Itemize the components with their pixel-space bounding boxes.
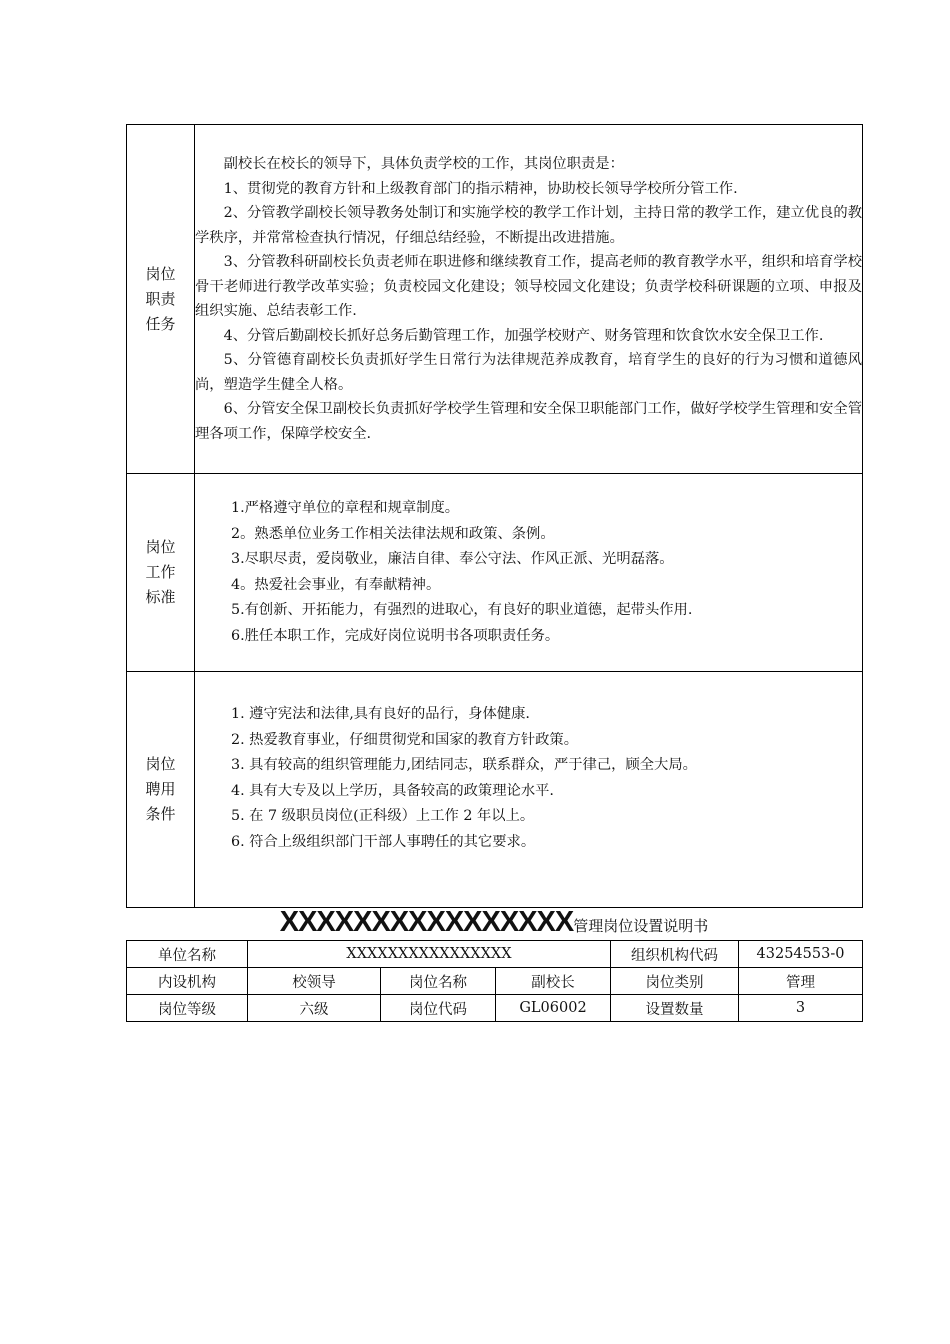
list-item: 5. 在 7 级职员岗位(正科级）上工作 2 年以上。 xyxy=(231,808,535,824)
table-row xyxy=(127,995,863,1022)
unit-name-label: 单位名称 xyxy=(127,941,248,968)
sheet-title xyxy=(126,906,862,940)
list-item: 4。热爱社会事业，有奉献精神。 xyxy=(231,576,441,593)
conditions-row xyxy=(127,672,863,908)
post-name-label: 岗位名称 xyxy=(381,968,496,995)
internal-dept-value: 校领导 xyxy=(248,968,381,995)
org-code-value: 43254553-0 xyxy=(739,941,863,968)
list-item: 1. 遵守宪法和法律,具有良好的品行，身体健康. xyxy=(231,706,530,722)
conditions-list xyxy=(195,702,862,855)
list-item: 3.尽职尽责，爱岗敬业，廉洁自律、奉公守法、作风正派、光明磊落。 xyxy=(231,551,674,567)
table-row xyxy=(127,941,863,968)
responsibility-item: 5、分管德育副校长负责抓好学生日常行为法律规范养成教育，培育学生的良好的行为习惯和道德风尚，塑造学生健全人格。 xyxy=(195,352,862,393)
standards-row xyxy=(127,474,863,672)
post-code-value: GL06002 xyxy=(496,995,611,1022)
responsibilities-content xyxy=(195,125,863,474)
post-info-table xyxy=(126,940,863,1022)
list-item: 5.有创新、开拓能力，有强烈的进取心，有良好的职业道德，起带头作用. xyxy=(231,602,693,618)
standards-list xyxy=(195,496,862,649)
post-level-label: 岗位等级 xyxy=(127,995,248,1022)
table-row xyxy=(127,968,863,995)
list-item: 1.严格遵守单位的章程和规章制度。 xyxy=(231,500,460,516)
quota-label: 设置数量 xyxy=(611,995,739,1022)
responsibilities-row xyxy=(127,125,863,474)
responsibility-item: 2、分管教学副校长领导教务处制订和实施学校的教学工作计划，主持日常的教学工作，建立优良的教学秩序，并常常检查执行情况，仔细总结经验，不断提出改进措施。 xyxy=(195,205,862,246)
list-item: 3. 具有较高的组织管理能力,团结同志，联系群众，严于律己，顾全大局。 xyxy=(231,757,697,773)
standards-label: 岗位 工作 标准 xyxy=(127,474,195,672)
unit-name-value: XXXXXXXXXXXXXXXX xyxy=(248,941,611,968)
list-item: 2。熟悉单位业务工作相关法律法规和政策、条例。 xyxy=(231,525,555,542)
list-item: 6. 符合上级组织部门干部人事聘任的其它要求。 xyxy=(231,833,536,850)
post-category-label: 岗位类别 xyxy=(611,968,739,995)
conditions-label: 岗位 聘用 条件 xyxy=(127,672,195,908)
post-code-label: 岗位代码 xyxy=(381,995,496,1022)
internal-dept-label: 内设机构 xyxy=(127,968,248,995)
responsibilities-label: 岗位 职责 任务 xyxy=(127,125,195,474)
list-item: 6.胜任本职工作，完成好岗位说明书各项职责任务。 xyxy=(231,627,560,644)
post-category-value: 管理 xyxy=(739,968,863,995)
org-name: XXXXXXXXXXXXXXXX xyxy=(279,906,574,938)
quota-value: 3 xyxy=(739,995,863,1022)
responsibility-item: 4、分管后勤副校长抓好总务后勤管理工作，加强学校财产、财务管理和饮食饮水安全保卫工作. xyxy=(223,327,824,344)
post-duty-table xyxy=(126,124,863,908)
responsibility-item: 1、贯彻党的教育方针和上级教育部门的指示精神，协助校长领导学校所分管工作. xyxy=(223,180,738,197)
title-suffix: 管理岗位设置说明书 xyxy=(573,917,709,935)
responsibility-item: 6、分管安全保卫副校长负责抓好学校学生管理和安全保卫职能部门工作，做好学校学生管理和安全管理各项工作，保障学校安全. xyxy=(195,401,862,442)
responsibility-intro: 副校长在校长的领导下，具体负责学校的工作，其岗位职责是： xyxy=(223,156,624,172)
org-code-label: 组织机构代码 xyxy=(611,941,739,968)
conditions-content xyxy=(195,672,863,908)
standards-content xyxy=(195,474,863,672)
responsibility-item: 3、分管教科研副校长负责老师在职进修和继续教育工作，提高老师的教育教学水平，组织和培育学校骨干老师进行教学改革实验；负责校园文化建设；领导校园文化建设；负责学校科研课题的立项、申报及组织实施、总结表彰工作. xyxy=(195,254,862,319)
post-name-value: 副校长 xyxy=(496,968,611,995)
list-item: 2. 热爱教育事业，仔细贯彻党和国家的教育方针政策。 xyxy=(231,731,579,748)
post-level-value: 六级 xyxy=(248,995,381,1022)
list-item: 4. 具有大专及以上学历，具备较高的政策理论水平. xyxy=(231,782,554,799)
